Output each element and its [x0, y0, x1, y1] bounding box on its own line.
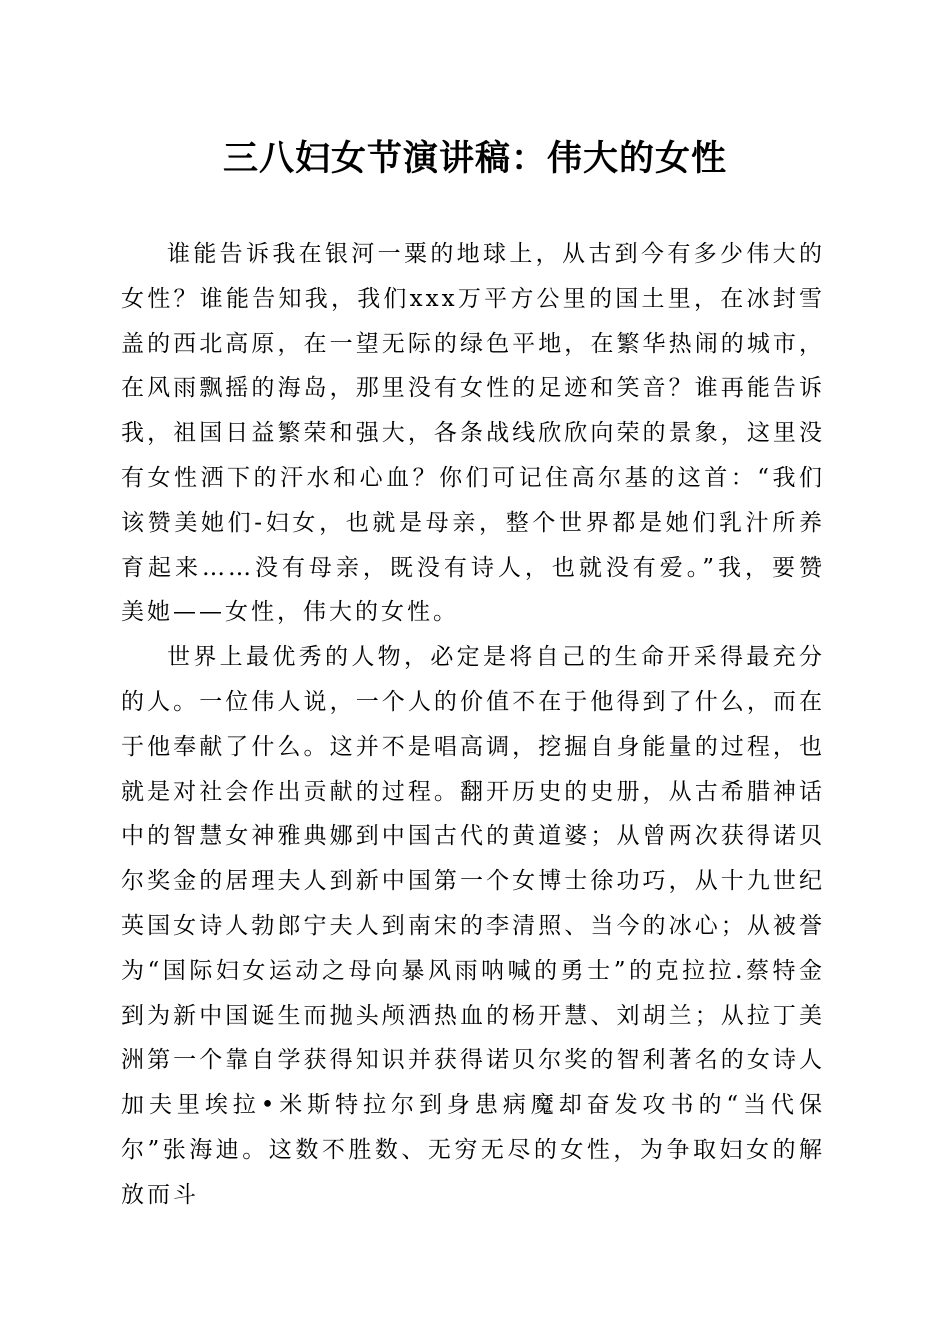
paragraph-2: 世界上最优秀的人物，必定是将自己的生命开采得最充分的人。一位伟人说，一个人的价值不在于他得到了什么，而在于他奉献了什么。这并不是唱高调，挖掘自身能量的过程，也就是对社会作出贡献的过程。翻开历史的史册，从古希腊神话中的智慧女神雅典娜到中国古代的黄道婆；从曾两次获得诺贝尔奖金的居理夫人到新中国第一个女博士徐功巧，从十九世纪英国女诗人勃郎宁夫人到南宋的李清照、当今的冰心；从被誉为“国际妇女运动之母向暴风雨呐喊的勇士”的克拉拉.蔡特金到为新中国诞生而抛头颅洒热血的杨开慧、刘胡兰；从拉丁美洲第一个靠自学获得知识并获得诺贝尔奖的智利著名的女诗人加夫里埃拉•米斯特拉尔到身患病魔却奋发攻书的“当代保尔”张海迪。这数不胜数、无穷无尽的女性，为争取妇女的解放而斗 — [121, 644, 825, 1208]
paragraph-1: 谁能告诉我在银河一粟的地球上，从古到今有多少伟大的女性？谁能告知我，我们xxx万平方公里的国土里，在冰封雪盖的西北高原，在一望无际的绿色平地，在繁华热闹的城市，在风雨飘摇的海岛，那里没有女性的足迹和笑音？谁再能告诉我，祖国日益繁荣和强大，各条战线欣欣向荣的景象，这里没有女性洒下的汗水和心血？你们可记住高尔基的这首：“我们该赞美她们-妇女，也就是母亲，整个世界都是她们乳汁所养育起来……没有母亲，既没有诗人，也就没有爱。”我，要赞美她——女性，伟大的女性。 — [121, 241, 825, 626]
document-body — [121, 232, 825, 1218]
document-title: 三八妇女节演讲稿：伟大的女性 — [222, 138, 727, 179]
